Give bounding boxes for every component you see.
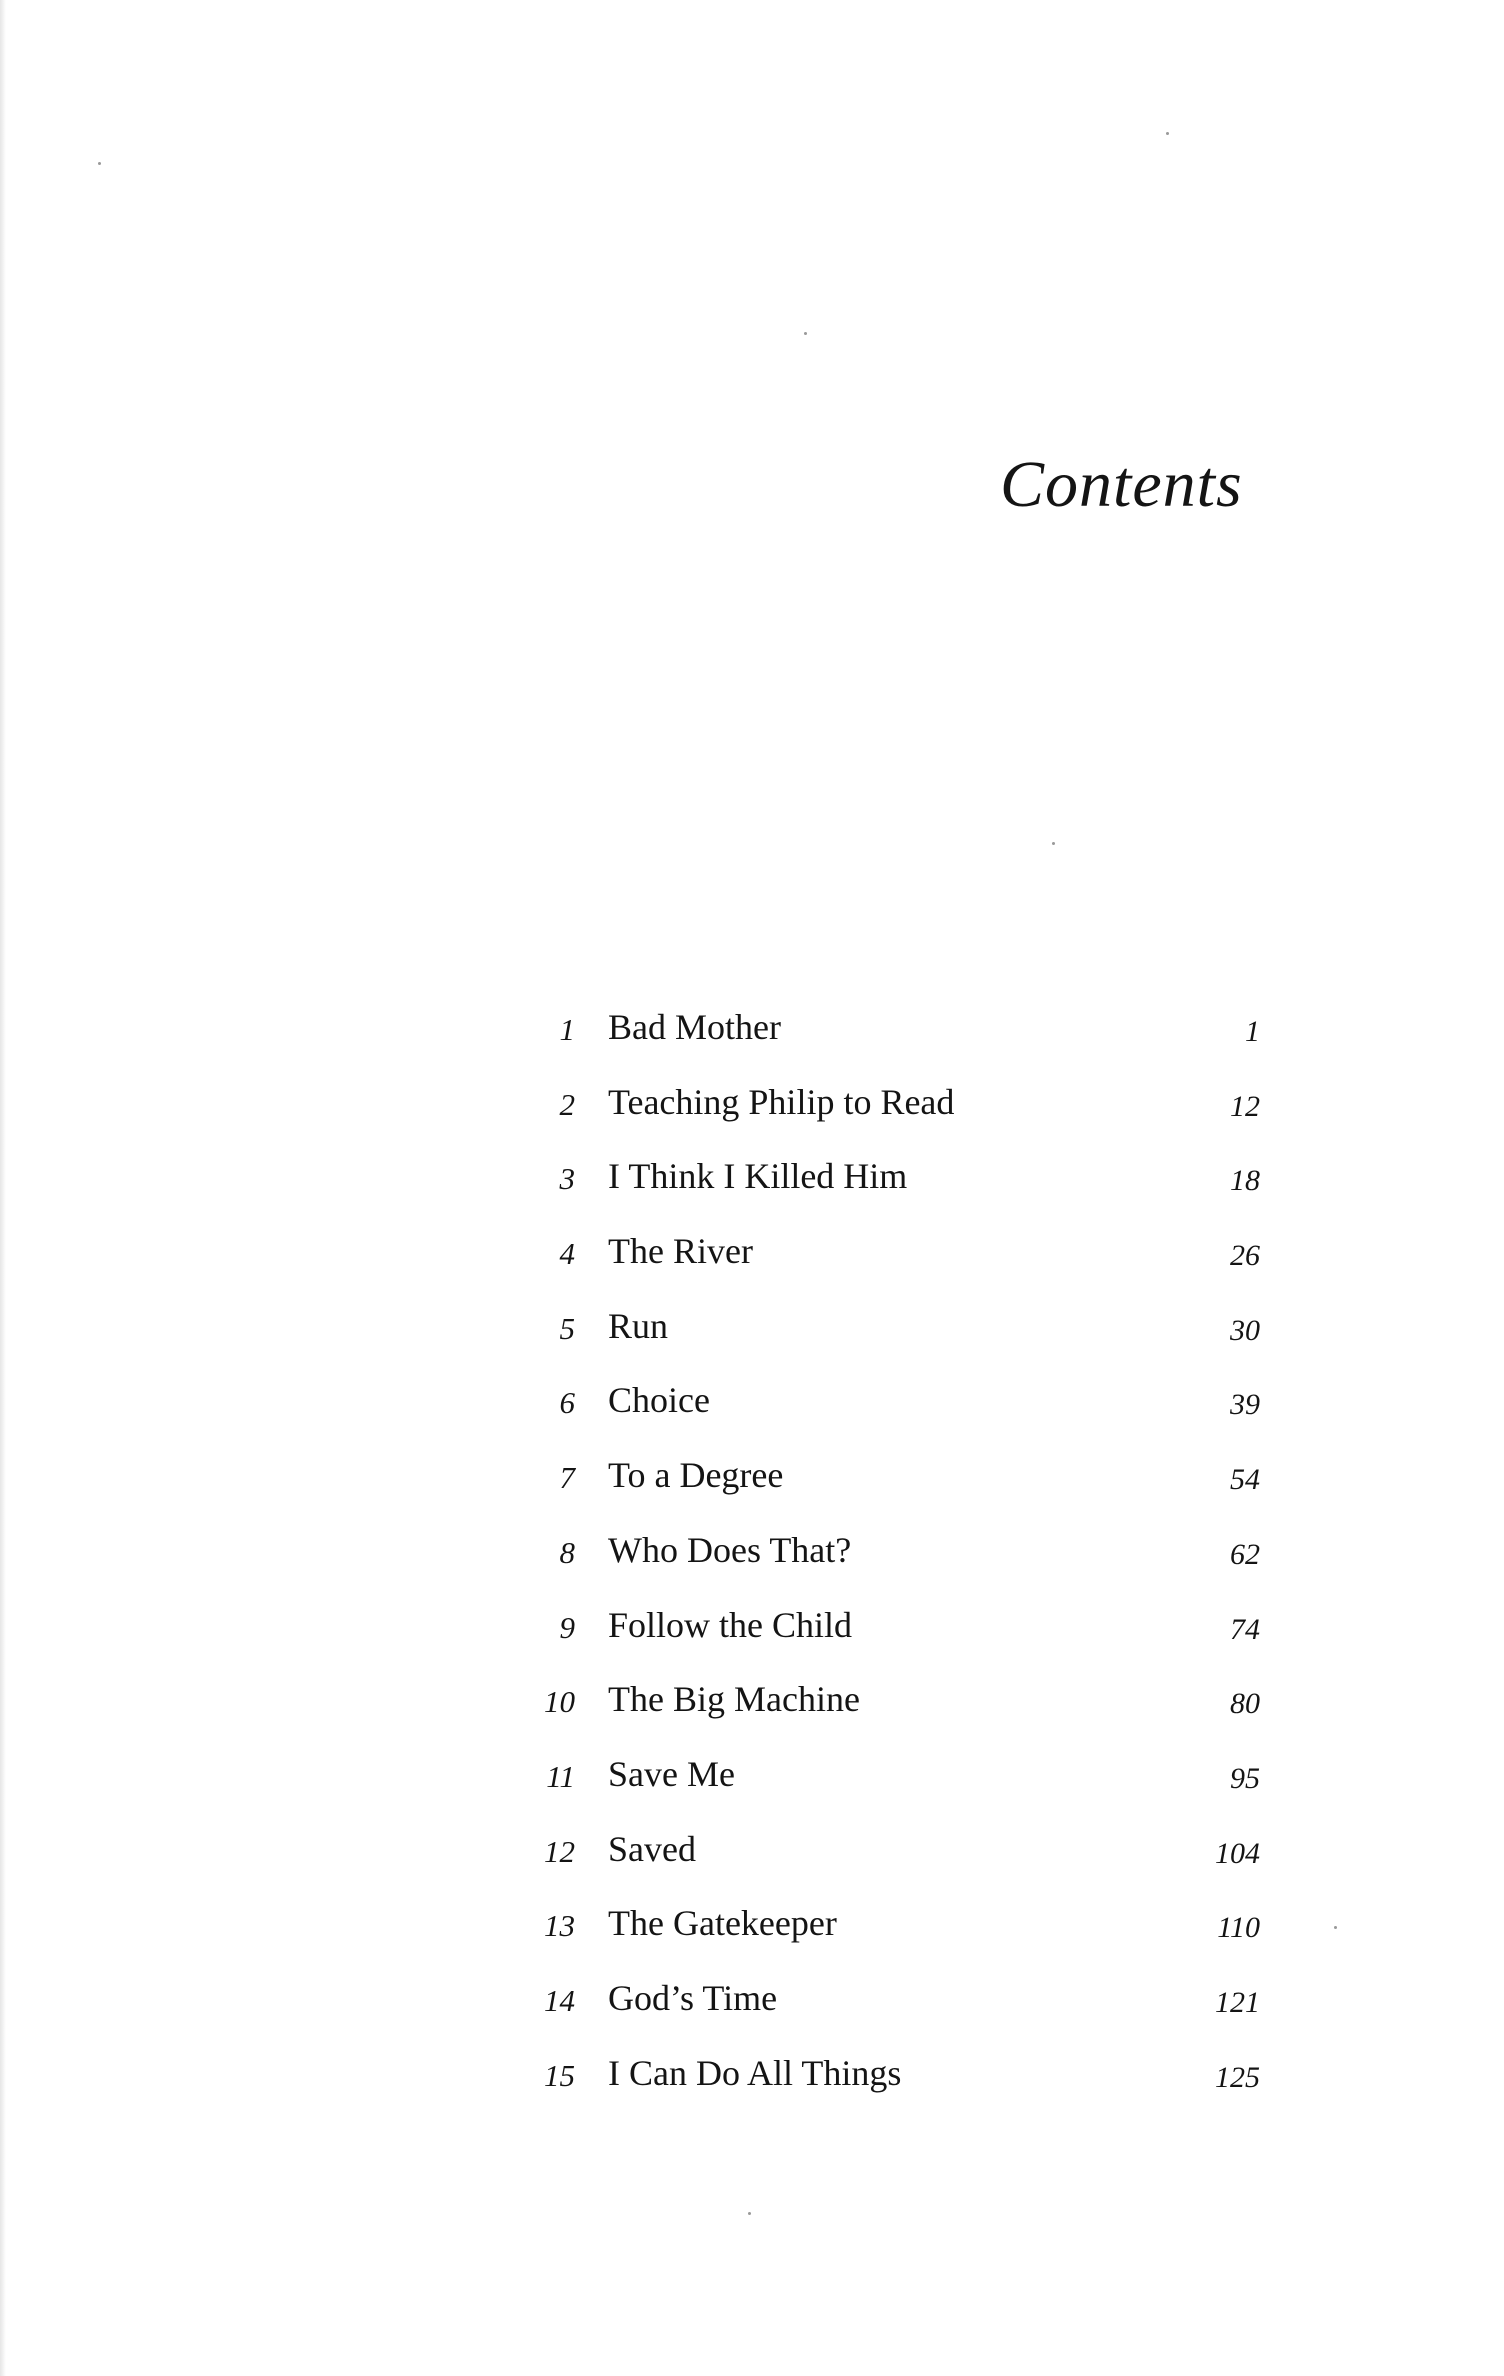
table-of-contents: [530, 1000, 1270, 2120]
chapter-number: 4: [559, 1236, 575, 1272]
toc-entry[interactable]: [530, 1523, 1270, 1598]
toc-entry[interactable]: [530, 1598, 1270, 1673]
toc-entry[interactable]: [530, 2046, 1270, 2121]
chapter-number: 13: [544, 1908, 575, 1944]
chapter-title: The River: [608, 1231, 753, 1272]
chapter-title: Choice: [608, 1380, 710, 1421]
chapter-page-number: 74: [1230, 1612, 1260, 1646]
chapter-number: 8: [559, 1534, 575, 1570]
chapter-title: Saved: [608, 1828, 696, 1869]
chapter-number: 10: [544, 1684, 575, 1720]
chapter-title: The Big Machine: [608, 1679, 860, 1720]
chapter-page-number: 95: [1230, 1761, 1260, 1795]
chapter-page-number: 110: [1217, 1911, 1260, 1945]
toc-entry[interactable]: [530, 1448, 1270, 1523]
chapter-title: God’s Time: [608, 1977, 778, 2018]
chapter-number: 14: [544, 1982, 575, 2018]
chapter-page-number: 18: [1230, 1164, 1260, 1198]
chapter-number: 2: [559, 1086, 575, 1122]
chapter-number: 7: [559, 1460, 575, 1496]
toc-entry[interactable]: [530, 1373, 1270, 1448]
toc-entry[interactable]: [530, 1149, 1270, 1224]
chapter-title: Who Does That?: [608, 1529, 852, 1570]
toc-entry[interactable]: [530, 1000, 1270, 1075]
chapter-page-number: 54: [1230, 1463, 1260, 1497]
dust-speck: [98, 162, 101, 165]
chapter-number: 15: [544, 2057, 575, 2093]
toc-entry[interactable]: [530, 1075, 1270, 1150]
chapter-number: 6: [559, 1385, 575, 1421]
chapter-title: Teaching Philip to Read: [608, 1081, 955, 1122]
dust-speck: [748, 2212, 751, 2215]
chapter-page-number: 125: [1215, 2060, 1260, 2094]
chapter-title: The Gatekeeper: [608, 1903, 837, 1944]
toc-entry[interactable]: [530, 1896, 1270, 1971]
chapter-page-number: 121: [1215, 1985, 1260, 2019]
chapter-number: 12: [544, 1833, 575, 1869]
chapter-title: Save Me: [608, 1753, 735, 1794]
dust-speck: [804, 332, 807, 335]
chapter-title: Bad Mother: [608, 1007, 781, 1047]
page-edge-shadow: [0, 0, 6, 2376]
toc-entry[interactable]: [530, 1822, 1270, 1897]
chapter-page-number: 62: [1230, 1537, 1260, 1571]
chapter-title: Follow the Child: [608, 1604, 853, 1645]
chapter-number: 9: [559, 1609, 575, 1645]
chapter-page-number: 80: [1230, 1687, 1260, 1721]
dust-speck: [1052, 842, 1055, 845]
contents-heading: Contents: [1000, 448, 1243, 521]
dust-speck: [1166, 132, 1169, 135]
chapter-page-number: 30: [1230, 1313, 1260, 1347]
chapter-title: To a Degree: [608, 1455, 784, 1496]
chapter-page-number: 39: [1230, 1388, 1260, 1422]
chapter-page-number: 1: [1245, 1015, 1260, 1048]
dust-speck: [1334, 1926, 1337, 1929]
chapter-number: 1: [559, 1012, 575, 1047]
chapter-page-number: 12: [1230, 1089, 1260, 1123]
toc-entry[interactable]: [530, 1299, 1270, 1374]
chapter-title: I Think I Killed Him: [608, 1156, 908, 1197]
chapter-title: I Can Do All Things: [608, 2052, 902, 2093]
toc-entry[interactable]: [530, 1672, 1270, 1747]
chapter-page-number: 104: [1215, 1836, 1260, 1870]
chapter-number: 11: [546, 1758, 575, 1794]
toc-entry[interactable]: [530, 1971, 1270, 2046]
toc-entry[interactable]: [530, 1747, 1270, 1822]
chapter-number: 5: [559, 1310, 575, 1346]
chapter-title: Run: [608, 1305, 669, 1346]
toc-entry[interactable]: [530, 1224, 1270, 1299]
chapter-number: 3: [559, 1161, 575, 1197]
chapter-page-number: 26: [1230, 1239, 1260, 1273]
